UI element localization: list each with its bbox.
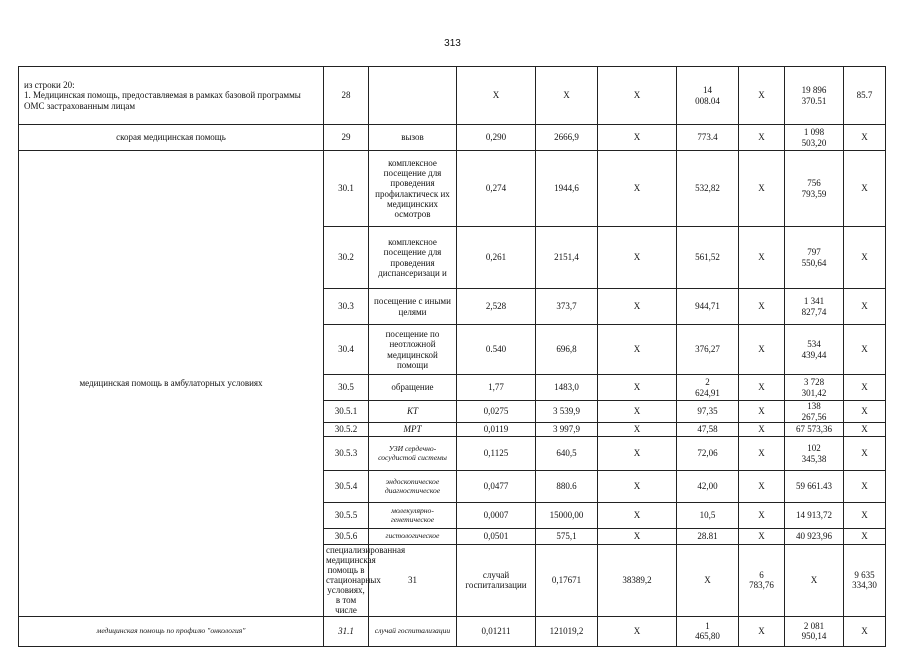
share-percent: X	[844, 529, 886, 545]
unit-cell: эндоскопическое диагностическое	[369, 471, 457, 503]
per-capita-budget: X	[598, 471, 677, 503]
row-number: 29	[324, 125, 369, 151]
row-number: 30.5.4	[324, 471, 369, 503]
unit-cell: случай госпитализации	[369, 616, 457, 646]
financing-table	[18, 66, 886, 647]
unit-cell: гистологическое	[369, 529, 457, 545]
total-oms: 2 081 950,14	[785, 616, 844, 646]
cost-norm: 3 539,9	[536, 401, 598, 423]
volume-norm: 1,77	[457, 375, 536, 401]
row-number: 30.5.6	[324, 529, 369, 545]
per-capita-oms: 72,06	[677, 437, 739, 471]
unit-cell: УЗИ сердечно-сосудистой системы	[369, 437, 457, 471]
per-capita-budget: X	[598, 529, 677, 545]
share-percent: X	[844, 325, 886, 375]
cost-norm: 640,5	[536, 437, 598, 471]
total-oms: 102 345,38	[785, 437, 844, 471]
row-description: специализированная медицинская помощь в стационарных условиях, в том числе	[324, 545, 369, 617]
unit-cell: обращение	[369, 375, 457, 401]
unit-cell: посещение по неотложной медицинской помощи	[369, 325, 457, 375]
volume-norm: 0,290	[457, 125, 536, 151]
row-description: скорая медицинская помощь	[19, 125, 324, 151]
share-percent: X	[844, 401, 886, 423]
total-oms: 1 341 827,74	[785, 289, 844, 325]
page-number: 313	[444, 38, 461, 49]
unit-cell: КТ	[369, 401, 457, 423]
per-capita-oms: 1 465,80	[677, 616, 739, 646]
total-oms: 138 267,56	[785, 401, 844, 423]
cost-norm: 373,7	[536, 289, 598, 325]
cost-norm: 1944,6	[536, 151, 598, 227]
volume-norm: 0.540	[457, 325, 536, 375]
share-percent: X	[844, 471, 886, 503]
table-row	[19, 67, 886, 125]
total-budget: X	[739, 423, 785, 437]
per-capita-oms: 944,71	[677, 289, 739, 325]
volume-norm: 0,0501	[457, 529, 536, 545]
per-capita-budget: X	[598, 227, 677, 289]
per-capita-budget: X	[677, 545, 739, 617]
table-row	[19, 125, 886, 151]
unit-cell	[369, 67, 457, 125]
row-description: медицинская помощь в амбулаторных условиях	[19, 151, 324, 617]
total-budget: X	[739, 616, 785, 646]
row-number: 30.5.1	[324, 401, 369, 423]
unit-cell: комплексное посещение для проведения профилактическ их медицинских осмотров	[369, 151, 457, 227]
total-oms: 67 573,36	[785, 423, 844, 437]
row-number: 30.5.5	[324, 503, 369, 529]
share-percent: X	[844, 125, 886, 151]
per-capita-budget: X	[598, 616, 677, 646]
per-capita-oms: 42,00	[677, 471, 739, 503]
total-oms: 19 896 370.51	[785, 67, 844, 125]
total-oms: 797 550,64	[785, 227, 844, 289]
volume-norm: 0,261	[457, 227, 536, 289]
row-number: 31	[369, 545, 457, 617]
per-capita-budget: X	[598, 375, 677, 401]
total-budget: X	[739, 125, 785, 151]
table-row	[19, 616, 886, 646]
row-number: 30.2	[324, 227, 369, 289]
unit-cell: посещение с иными целями	[369, 289, 457, 325]
cost-norm: 38389,2	[598, 545, 677, 617]
per-capita-budget: X	[598, 125, 677, 151]
total-budget: X	[739, 471, 785, 503]
total-budget: X	[739, 325, 785, 375]
per-capita-budget: X	[598, 325, 677, 375]
per-capita-budget: X	[598, 437, 677, 471]
volume-norm: 0,17671	[536, 545, 598, 617]
row-number: 31.1	[324, 616, 369, 646]
total-oms: 40 923,96	[785, 529, 844, 545]
per-capita-budget: X	[598, 423, 677, 437]
unit-cell: случай госпитализации	[457, 545, 536, 617]
share-percent: X	[844, 289, 886, 325]
per-capita-budget: X	[598, 503, 677, 529]
volume-norm: 0,0119	[457, 423, 536, 437]
row-number: 30.5	[324, 375, 369, 401]
unit-cell: комплексное посещение для проведения диспансеризаци и	[369, 227, 457, 289]
per-capita-oms: 6 783,76	[739, 545, 785, 617]
total-budget: X	[739, 227, 785, 289]
total-budget: X	[739, 151, 785, 227]
share-percent: X	[844, 503, 886, 529]
cost-norm: 575,1	[536, 529, 598, 545]
table-row	[19, 151, 886, 227]
per-capita-budget: X	[598, 67, 677, 125]
total-oms: 9 635 334,30	[844, 545, 886, 617]
row-number: 30.5.2	[324, 423, 369, 437]
per-capita-oms: 561,52	[677, 227, 739, 289]
volume-norm: 2,528	[457, 289, 536, 325]
cost-norm: 15000,00	[536, 503, 598, 529]
row-number: 30.4	[324, 325, 369, 375]
total-budget: X	[739, 503, 785, 529]
per-capita-oms: 532,82	[677, 151, 739, 227]
volume-norm: X	[457, 67, 536, 125]
per-capita-oms: 47,58	[677, 423, 739, 437]
row-description-text: из строки 20: 1. Медицинская помощь, предоставляемая в рамках базовой программы ОМС застрахованным лицам	[24, 80, 301, 111]
cost-norm: X	[536, 67, 598, 125]
per-capita-budget: X	[598, 289, 677, 325]
volume-norm: 0,0007	[457, 503, 536, 529]
unit-cell: МРТ	[369, 423, 457, 437]
per-capita-oms: 10,5	[677, 503, 739, 529]
cost-norm: 1483,0	[536, 375, 598, 401]
cost-norm: 3 997,9	[536, 423, 598, 437]
row-number: 30.1	[324, 151, 369, 227]
total-oms: 3 728 301,42	[785, 375, 844, 401]
per-capita-oms: 28.81	[677, 529, 739, 545]
row-number: 28	[324, 67, 369, 125]
row-number: 30.5.3	[324, 437, 369, 471]
per-capita-oms: 2 624,91	[677, 375, 739, 401]
total-budget: X	[739, 289, 785, 325]
row-number: 30.3	[324, 289, 369, 325]
unit-cell: вызов	[369, 125, 457, 151]
cost-norm: 121019,2	[536, 616, 598, 646]
per-capita-budget: X	[598, 151, 677, 227]
share-percent: X	[844, 437, 886, 471]
per-capita-oms: 97,35	[677, 401, 739, 423]
total-budget: X	[785, 545, 844, 617]
total-oms: 534 439,44	[785, 325, 844, 375]
total-oms: 1 098 503,20	[785, 125, 844, 151]
volume-norm: 0,274	[457, 151, 536, 227]
share-percent: 85.7	[844, 67, 886, 125]
cost-norm: 2666,9	[536, 125, 598, 151]
per-capita-oms: 773.4	[677, 125, 739, 151]
share-percent: X	[844, 227, 886, 289]
per-capita-oms: 14 008.04	[677, 67, 739, 125]
cost-norm: 696,8	[536, 325, 598, 375]
row-description	[19, 67, 324, 125]
volume-norm: 0,1125	[457, 437, 536, 471]
row-description: медицинская помощь по профилю "онкология"	[19, 616, 324, 646]
total-oms: 59 661.43	[785, 471, 844, 503]
volume-norm: 0,0275	[457, 401, 536, 423]
volume-norm: 0,01211	[457, 616, 536, 646]
per-capita-oms: 376,27	[677, 325, 739, 375]
cost-norm: 2151,4	[536, 227, 598, 289]
unit-cell: молекулярно-генетическое	[369, 503, 457, 529]
total-budget: X	[739, 401, 785, 423]
total-budget: X	[739, 529, 785, 545]
total-oms: 14 913,72	[785, 503, 844, 529]
share-percent: X	[844, 375, 886, 401]
share-percent: X	[844, 423, 886, 437]
total-budget: X	[739, 375, 785, 401]
total-budget: X	[739, 437, 785, 471]
total-budget: X	[739, 67, 785, 125]
cost-norm: 880.6	[536, 471, 598, 503]
per-capita-budget: X	[598, 401, 677, 423]
volume-norm: 0,0477	[457, 471, 536, 503]
share-percent: X	[844, 616, 886, 646]
total-oms: 756 793,59	[785, 151, 844, 227]
share-percent: X	[844, 151, 886, 227]
